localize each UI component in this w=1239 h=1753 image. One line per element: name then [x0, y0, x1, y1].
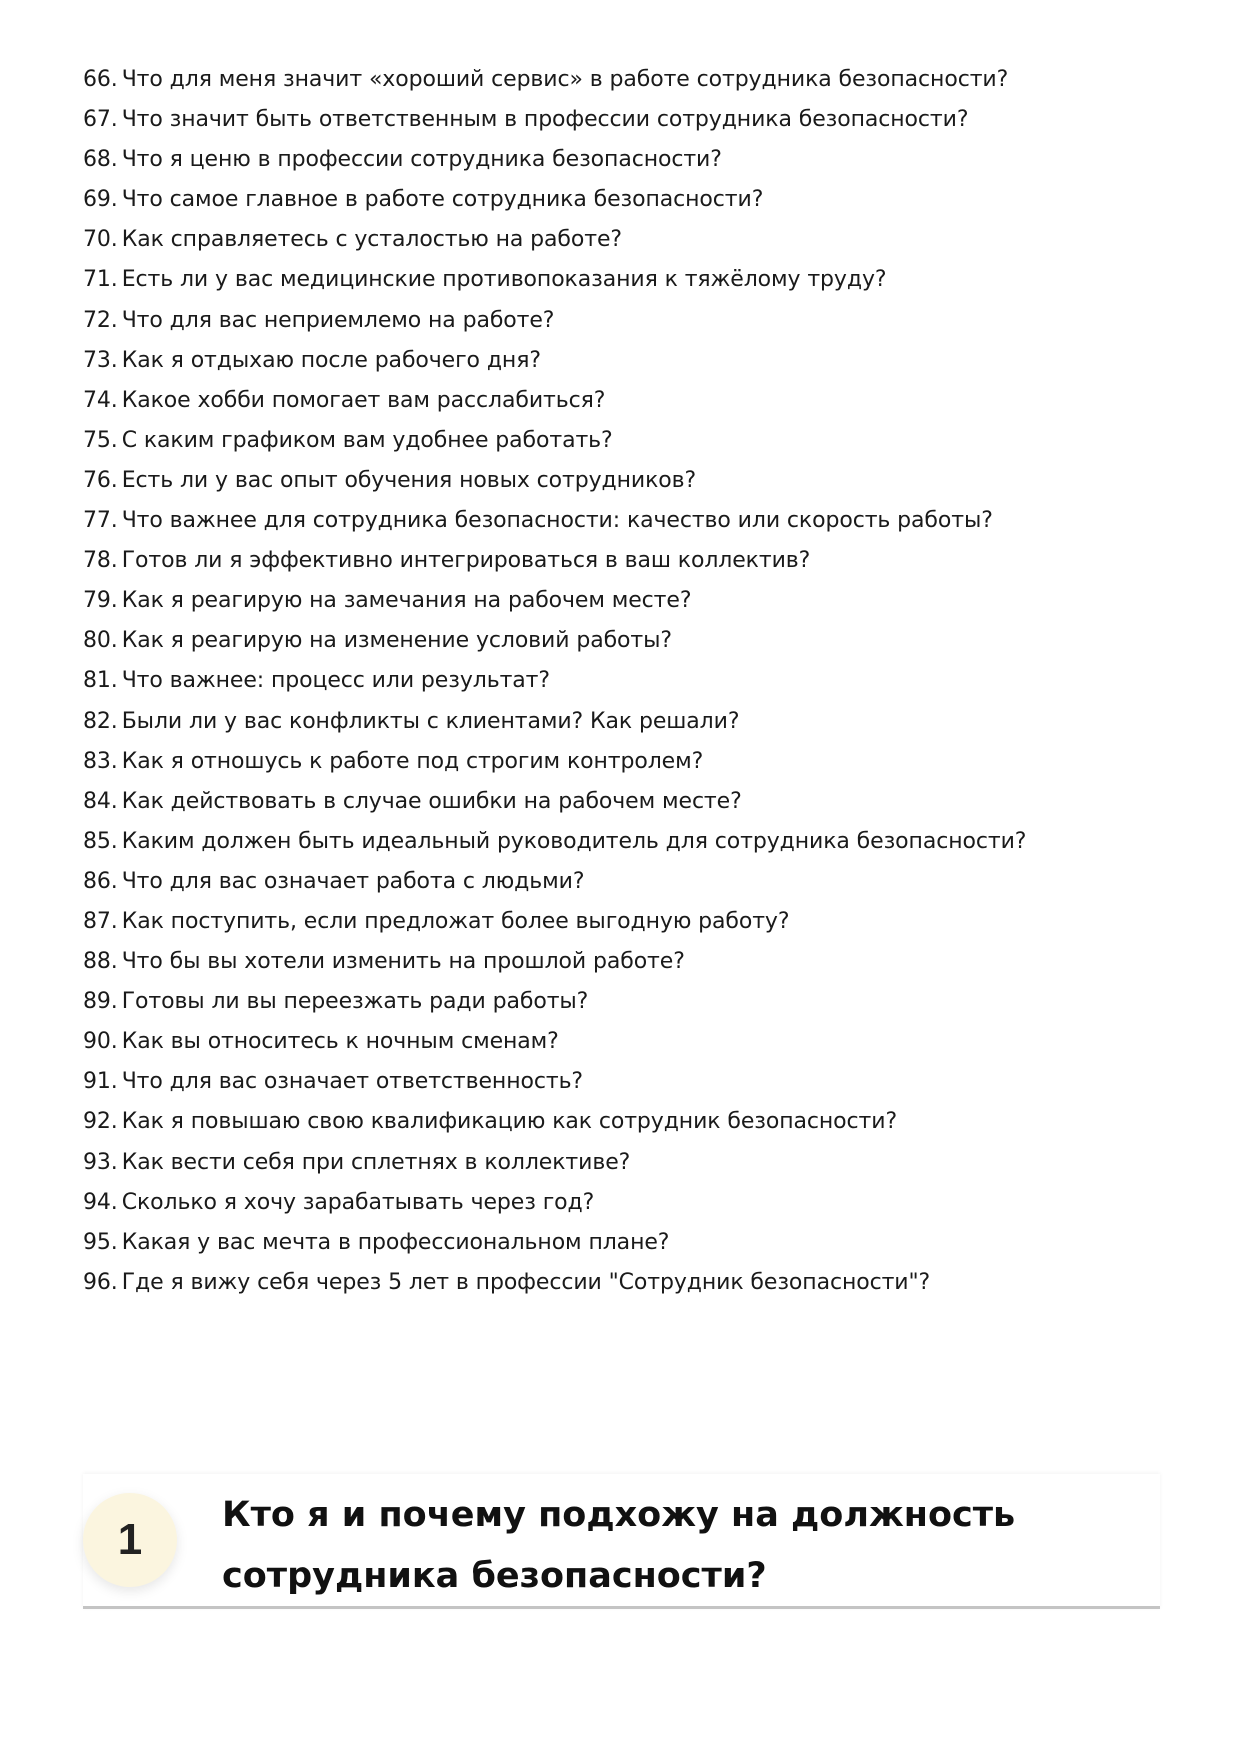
question-item: [83, 1062, 1163, 1102]
question-item: [83, 140, 1163, 180]
section-title-line-2: сотрудника безопасности?: [222, 1556, 767, 1596]
question-number: 76.: [83, 467, 118, 493]
question-item: [83, 621, 1163, 661]
question-item: [83, 1022, 1163, 1062]
section-number-badge: 1: [83, 1493, 177, 1587]
question-number: 83.: [83, 748, 118, 774]
question-number: 79.: [83, 588, 118, 614]
question-text: Как я реагирую на замечания на рабочем месте?: [121, 588, 692, 614]
question-item: [83, 541, 1163, 581]
question-text: Как действовать в случае ошибки на рабочем месте?: [121, 788, 742, 814]
question-text: Как вы относитесь к ночным сменам?: [121, 1029, 559, 1055]
question-text: Что для вас неприемлемо на работе?: [121, 307, 555, 333]
question-text: Что бы вы хотели изменить на прошлой работе?: [121, 949, 685, 975]
question-text: Как справляетесь с усталостью на работе?: [121, 227, 622, 253]
question-item: [83, 341, 1163, 381]
question-number: 80.: [83, 628, 118, 654]
section-title: [222, 1485, 1122, 1607]
question-item: [83, 100, 1163, 140]
question-text: Сколько я хочу зарабатывать через год?: [121, 1189, 595, 1215]
question-text: Как я отдыхаю после рабочего дня?: [121, 347, 541, 373]
question-text: Есть ли у вас медицинские противопоказания к тяжёлому труду?: [121, 267, 887, 293]
question-number: 90.: [83, 1029, 118, 1055]
question-number: 70.: [83, 227, 118, 253]
question-item: [83, 742, 1163, 782]
question-text: С каким графиком вам удобнее работать?: [121, 427, 613, 453]
question-number: 71.: [83, 267, 118, 293]
question-number: 95.: [83, 1229, 118, 1255]
question-item: [83, 862, 1163, 902]
question-item: [83, 501, 1163, 541]
question-item: [83, 942, 1163, 982]
question-number: 87.: [83, 908, 118, 934]
question-item: [83, 982, 1163, 1022]
question-number: 82.: [83, 708, 118, 734]
question-number: 74.: [83, 387, 118, 413]
question-item: [83, 260, 1163, 300]
question-number: 85.: [83, 828, 118, 854]
question-number: 78.: [83, 548, 118, 574]
question-number: 89.: [83, 989, 118, 1015]
question-text: Что для вас означает работа с людьми?: [121, 868, 585, 894]
question-item: [83, 661, 1163, 701]
question-number: 77.: [83, 508, 118, 534]
question-text: Что важнее для сотрудника безопасности: качество или скорость работы?: [121, 508, 993, 534]
question-text: Как я реагирую на изменение условий работы?: [121, 628, 672, 654]
question-number: 93.: [83, 1149, 118, 1175]
question-item: [83, 301, 1163, 341]
question-text: Каким должен быть идеальный руководитель для сотрудника безопасности?: [121, 828, 1027, 854]
question-text: Готов ли я эффективно интегрироваться в ваш коллектив?: [121, 548, 811, 574]
question-number: 68.: [83, 147, 118, 173]
question-item: [83, 782, 1163, 822]
question-number: 73.: [83, 347, 118, 373]
question-number: 84.: [83, 788, 118, 814]
question-number: 92.: [83, 1109, 118, 1135]
question-number: 96.: [83, 1269, 118, 1295]
question-text: Где я вижу себя через 5 лет в профессии "Сотрудник безопасности"?: [121, 1269, 931, 1295]
question-text: Как вести себя при сплетнях в коллективе?: [121, 1149, 631, 1175]
question-item: [83, 381, 1163, 421]
question-item: [83, 461, 1163, 501]
question-item: [83, 421, 1163, 461]
question-text: Что для вас означает ответственность?: [121, 1069, 584, 1095]
question-text: Есть ли у вас опыт обучения новых сотрудников?: [121, 467, 697, 493]
question-text: Какое хобби помогает вам расслабиться?: [121, 387, 606, 413]
question-item: [83, 902, 1163, 942]
question-item: [83, 1102, 1163, 1142]
question-item: [83, 1263, 1163, 1303]
question-number: 94.: [83, 1189, 118, 1215]
question-item: [83, 1183, 1163, 1223]
question-number: 86.: [83, 868, 118, 894]
question-item: [83, 581, 1163, 621]
question-text: Что самое главное в работе сотрудника безопасности?: [121, 187, 764, 213]
question-number: 75.: [83, 427, 118, 453]
question-text: Как поступить, если предложат более выгодную работу?: [121, 908, 790, 934]
question-text: Что для меня значит «хороший сервис» в работе сотрудника безопасности?: [121, 67, 1009, 92]
question-number: 69.: [83, 187, 118, 213]
question-text: Что значит быть ответственным в профессии сотрудника безопасности?: [121, 107, 969, 133]
question-number: 67.: [83, 107, 118, 133]
question-text: Как я отношусь к работе под строгим контролем?: [121, 748, 704, 774]
question-number: 88.: [83, 949, 118, 975]
question-text: Готовы ли вы переезжать ради работы?: [121, 989, 589, 1015]
question-text: Как я повышаю свою квалификацию как сотрудник безопасности?: [121, 1109, 898, 1135]
question-text: Что важнее: процесс или результат?: [121, 668, 550, 694]
question-list: [83, 60, 1163, 1303]
question-number: 81.: [83, 668, 118, 694]
question-item: [83, 1143, 1163, 1183]
section-header-card: [83, 1474, 1160, 1609]
question-item: [83, 220, 1163, 260]
question-number: 66.: [83, 67, 118, 92]
question-text: Были ли у вас конфликты с клиентами? Как решали?: [121, 708, 740, 734]
question-text: Что я ценю в профессии сотрудника безопасности?: [121, 147, 722, 173]
question-item: [83, 180, 1163, 220]
question-item: [83, 60, 1163, 100]
question-number: 91.: [83, 1069, 118, 1095]
section-title-line-1: Кто я и почему подхожу на должность: [222, 1495, 1016, 1535]
question-item: [83, 702, 1163, 742]
question-item: [83, 822, 1163, 862]
question-text: Какая у вас мечта в профессиональном плане?: [121, 1229, 670, 1255]
question-item: [83, 1223, 1163, 1263]
question-number: 72.: [83, 307, 118, 333]
